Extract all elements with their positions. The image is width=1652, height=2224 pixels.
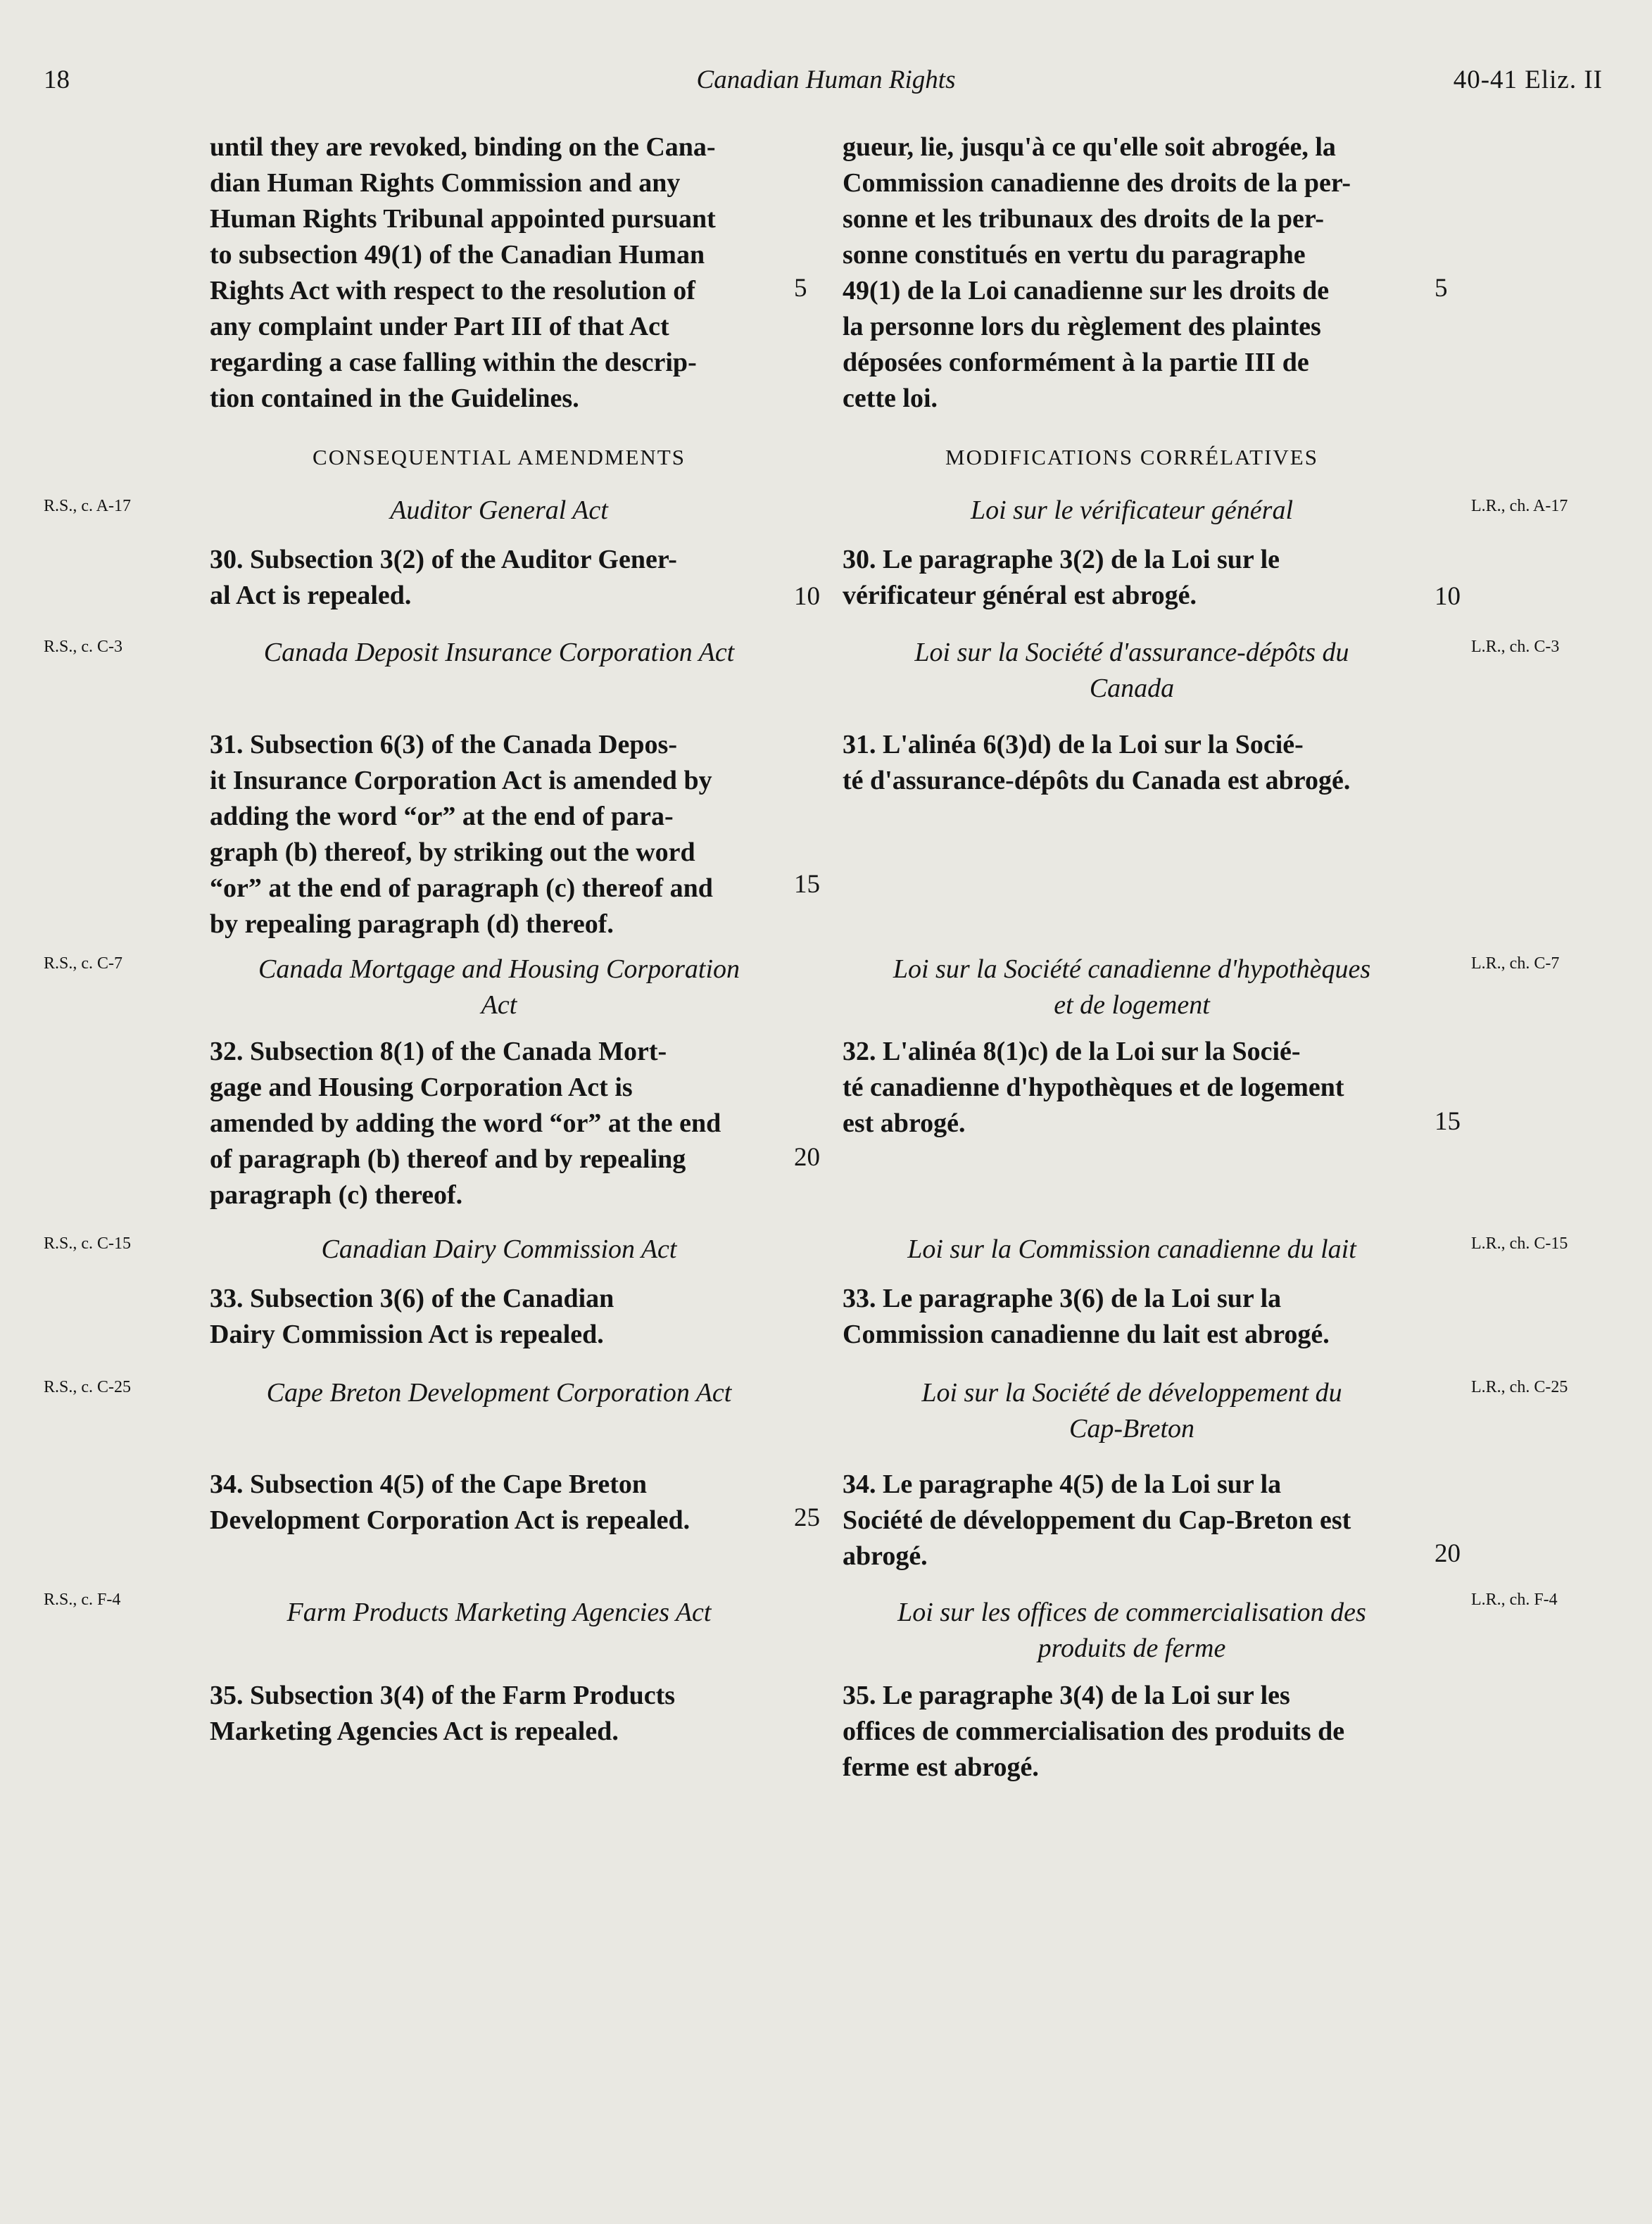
line-number: 10 (1435, 582, 1461, 611)
section-35-en: 35. Subsection 3(4) of the Farm Products Marketing Agencies Act is repealed. (210, 1681, 676, 1746)
margin-note-en: R.S., c. C-25 (44, 1378, 132, 1396)
margin-note-en: R.S., c. C-15 (44, 1234, 132, 1253)
section-33-en: 33. Subsection 3(6) of the Canadian Dairy Commission Act is repealed. (210, 1284, 614, 1349)
section-34-en: 34. Subsection 4(5) of the Cape Breton Development Corporation Act is repealed. (210, 1470, 691, 1535)
margin-note-en: R.S., c. A-17 (44, 497, 132, 515)
section-33-fr: 33. Le paragraphe 3(6) de la Loi sur la Commission canadienne du lait est abrogé. (843, 1284, 1330, 1349)
act-title-en: Canada Mortgage and Housing Corporation Act (258, 954, 740, 1020)
margin-note-en: R.S., c. C-3 (44, 638, 123, 656)
line-number: 5 (794, 274, 807, 303)
intro-english: until they are revoked, binding on the Cana- dian Human Rights Commission and any Human Rights Tribunal appointed pursuant to subsection 49(1) of the Canadian Human Rights Act with respect to the resolution of any complaint under Part III of that Act regarding a case falling within the descrip- tion contained in the Guidelines. (210, 132, 716, 413)
heading-consequential-amendments: CONSEQUENTIAL AMENDMENTS (313, 445, 686, 469)
act-title-fr: Loi sur le vérificateur général (970, 495, 1294, 525)
intro-french: gueur, lie, jusqu'à ce qu'elle soit abrogée, la Commission canadienne des droits de la per- sonne et les tribunaux des droits de la per- sonne constitués en vertu du paragraphe 49(1) de la Loi canadienne sur les droits de la personne lors du règlement des plaintes déposées conformément à la partie III de cette loi. (843, 132, 1351, 413)
margin-note-fr: L.R., ch. A-17 (1471, 497, 1568, 515)
section-32-fr: 32. L'alinéa 8(1)c) de la Loi sur la Socié- té canadienne d'hypothèques et de logement est abrogé. (843, 1037, 1344, 1138)
line-number: 20 (1435, 1539, 1461, 1568)
act-title-fr: Loi sur la Société d'assurance-dépôts du Canada (914, 638, 1349, 703)
margin-note-en: R.S., c. C-7 (44, 954, 123, 973)
margin-note-en: R.S., c. F-4 (44, 1591, 121, 1609)
heading-modifications-correlatives: MODIFICATIONS CORRÉLATIVES (945, 445, 1318, 469)
line-number: 20 (794, 1143, 820, 1172)
section-30-fr: 30. Le paragraphe 3(2) de la Loi sur le vérificateur général est abrogé. (843, 545, 1280, 610)
act-title-fr: Loi sur la Société de développement du Cap-Breton (921, 1378, 1342, 1443)
margin-note-fr: L.R., ch. C-3 (1471, 638, 1560, 656)
line-number: 5 (1435, 274, 1448, 303)
section-31-fr: 31. L'alinéa 6(3)d) de la Loi sur la Socié- té d'assurance-dépôts du Canada est abrogé. (843, 730, 1351, 795)
act-title-fr: Loi sur la Commission canadienne du lait (907, 1234, 1356, 1264)
margin-note-fr: L.R., ch. C-7 (1471, 954, 1560, 973)
margin-note-fr: L.R., ch. C-15 (1471, 1234, 1568, 1253)
act-title-en: Canada Deposit Insurance Corporation Act (263, 638, 735, 667)
section-31-en: 31. Subsection 6(3) of the Canada Depos- it Insurance Corporation Act is amended by adding the word “or” at the end of para- graph (b) thereof, by striking out the word “or” at the end of paragraph (c) thereof and by repealing paragraph (d) thereof. (210, 730, 713, 939)
margin-note-fr: L.R., ch. C-25 (1471, 1378, 1568, 1396)
regnal-year: 40-41 Eliz. II (1453, 65, 1603, 94)
act-title-fr: Loi sur la Société canadienne d'hypothèques et de logement (893, 954, 1371, 1020)
line-number: 15 (794, 870, 820, 899)
act-title-en: Canadian Dairy Commission Act (321, 1234, 677, 1264)
act-title-en: Cape Breton Development Corporation Act (266, 1378, 732, 1408)
running-title: Canadian Human Rights (696, 65, 956, 94)
line-number: 25 (794, 1503, 820, 1532)
page-number: 18 (44, 65, 70, 94)
act-title-en: Auditor General Act (390, 495, 608, 525)
margin-note-fr: L.R., ch. F-4 (1471, 1591, 1558, 1609)
act-title-en: Farm Products Marketing Agencies Act (286, 1598, 712, 1627)
line-number: 10 (794, 582, 820, 611)
section-32-en: 32. Subsection 8(1) of the Canada Mort- gage and Housing Corporation Act is amended by adding the word “or” at the end of paragraph (b) thereof and by repealing paragraph (c) thereof. (210, 1037, 721, 1210)
section-35-fr: 35. Le paragraphe 3(4) de la Loi sur les offices de commercialisation des produits de ferme est abrogé. (843, 1681, 1345, 1782)
act-title-fr: Loi sur les offices de commercialisation des produits de ferme (897, 1598, 1366, 1663)
section-34-fr: 34. Le paragraphe 4(5) de la Loi sur la Société de développement du Cap-Breton est abrogé. (843, 1470, 1351, 1571)
line-number: 15 (1435, 1107, 1461, 1136)
section-30-en: 30. Subsection 3(2) of the Auditor Gener- al Act is repealed. (210, 545, 677, 610)
